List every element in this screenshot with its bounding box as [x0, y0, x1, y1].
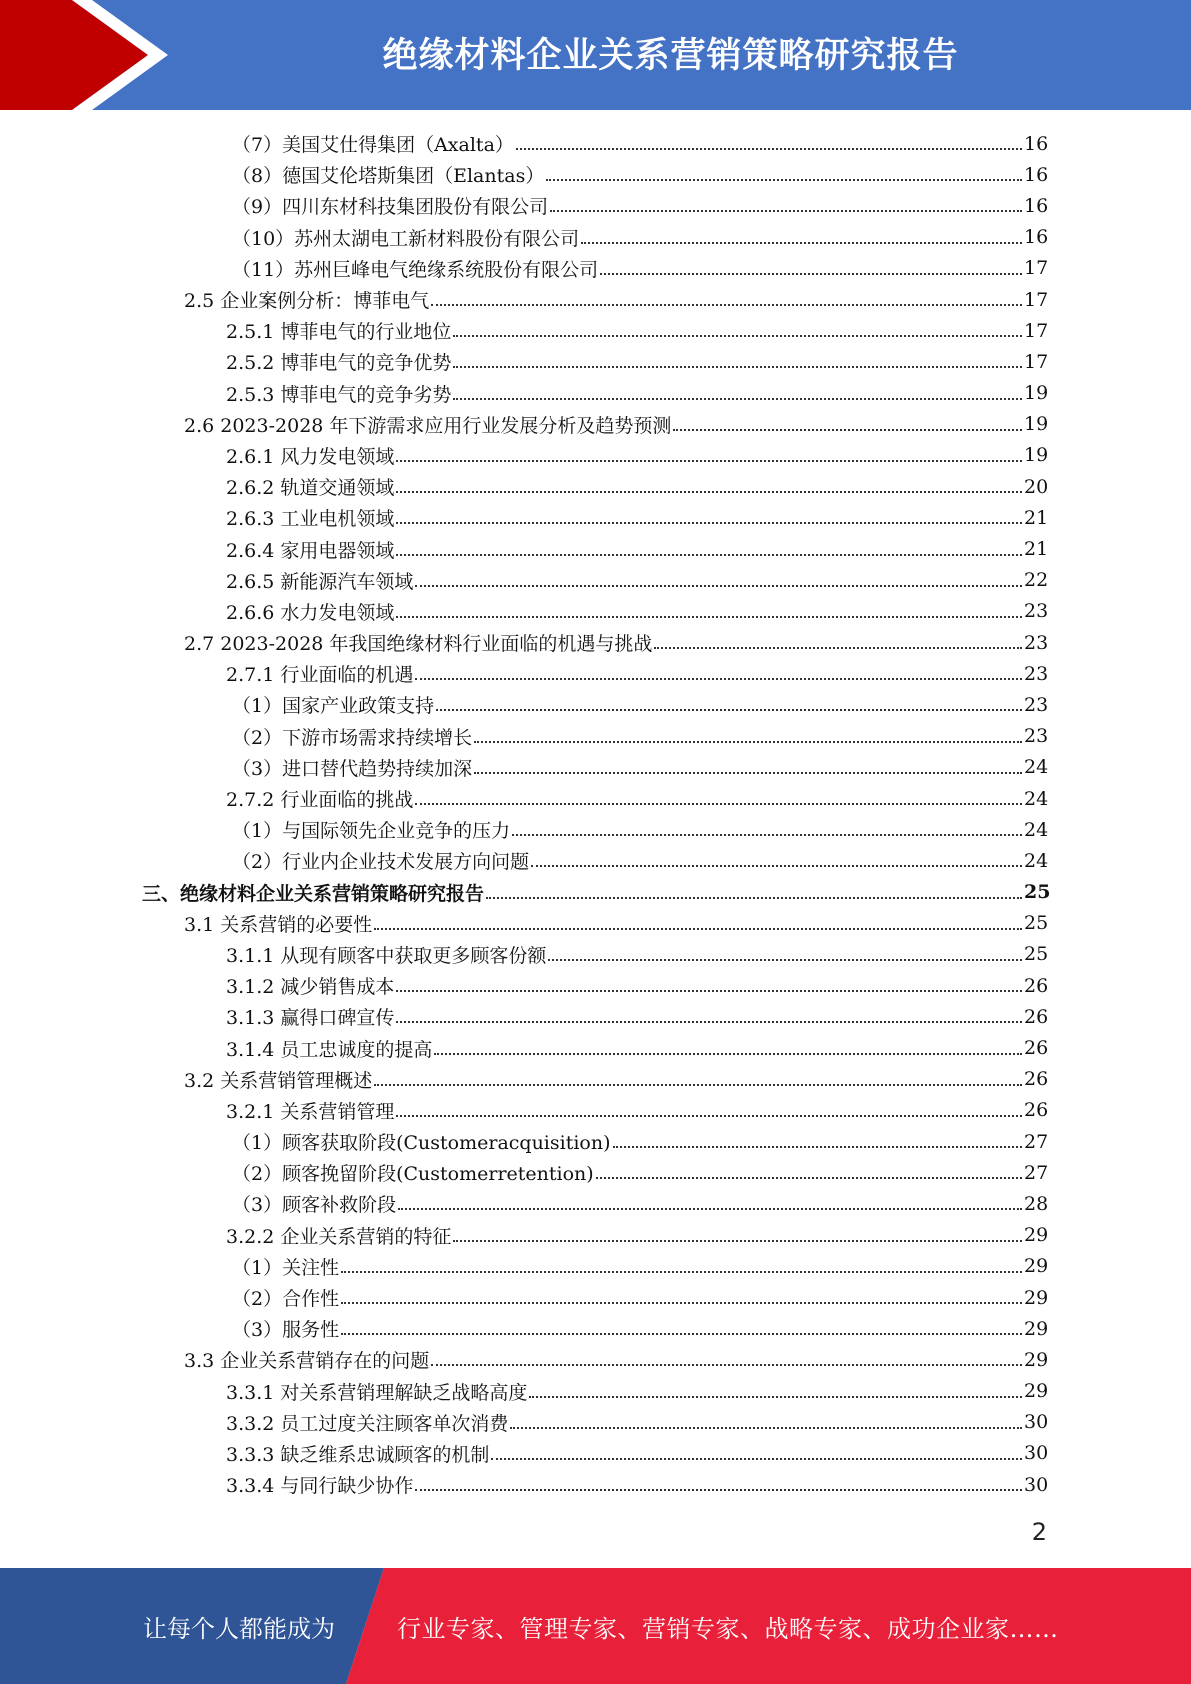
- toc-entry-label: （3）进口替代趋势持续加深: [232, 754, 472, 781]
- toc-entry-label: （3）服务性: [232, 1315, 339, 1342]
- toc-entry[interactable]: [0, 908, 1191, 939]
- toc-entry-label: 2.7.1 行业面临的机遇: [226, 660, 413, 687]
- toc-entry-label: 2.6.4 家用电器领域: [226, 536, 394, 563]
- toc-entry-label: 3.1.2 减少销售成本: [226, 972, 394, 999]
- toc-entry-label: （10）苏州太湖电工新材料股份有限公司: [232, 224, 579, 251]
- toc-entry-label: 2.7.2 行业面临的挑战: [226, 785, 413, 812]
- toc-entry-label: （2）行业内企业技术发展方向问题: [232, 847, 529, 874]
- toc-entry[interactable]: [0, 1064, 1191, 1095]
- toc-dot-leader: [341, 1252, 1022, 1273]
- toc-entry-page: 30: [1024, 1473, 1049, 1496]
- toc-entry-page: 16: [1024, 132, 1049, 155]
- toc-dot-leader: [341, 1314, 1022, 1335]
- toc-dot-leader: [516, 129, 1022, 150]
- toc-entry-page: 16: [1024, 226, 1049, 249]
- toc-entry[interactable]: [0, 970, 1191, 1001]
- toc-entry[interactable]: [0, 253, 1191, 284]
- toc-entry-page: 30: [1024, 1411, 1049, 1434]
- toc-dot-leader: [436, 690, 1022, 711]
- toc-entry-page: 17: [1024, 319, 1049, 342]
- toc-dot-leader: [512, 815, 1022, 836]
- toc-dot-leader: [396, 441, 1022, 462]
- toc-dot-leader: [398, 1189, 1022, 1210]
- toc-entry-page: 26: [1024, 1037, 1049, 1060]
- document-title: 绝缘材料企业关系营销策略研究报告: [382, 35, 959, 76]
- toc-dot-leader: [434, 1034, 1022, 1055]
- toc-entry-label: 三、绝缘材料企业关系营销策略研究报告: [142, 879, 484, 906]
- toc-entry[interactable]: [0, 1376, 1191, 1407]
- footer-slogan-right: 行业专家、管理专家、营销专家、战略专家、成功企业家……: [397, 1614, 1059, 1643]
- toc-entry[interactable]: [0, 190, 1191, 221]
- toc-entry-page: 21: [1024, 506, 1049, 529]
- table-of-contents: [0, 128, 1191, 1500]
- toc-entry[interactable]: [0, 877, 1191, 908]
- toc-entry[interactable]: [0, 471, 1191, 502]
- toc-entry-page: 29: [1024, 1224, 1049, 1247]
- toc-entry-page: 29: [1024, 1348, 1049, 1371]
- toc-entry-label: 3.2 关系营销管理概述: [184, 1066, 372, 1093]
- toc-dot-leader: [453, 347, 1022, 368]
- toc-entry-page: 20: [1024, 475, 1049, 498]
- toc-entry-label: （2）顾客挽留阶段(Customerretention): [232, 1159, 594, 1186]
- toc-dot-leader: [415, 659, 1022, 680]
- toc-entry-page: 27: [1024, 1130, 1049, 1153]
- toc-dot-leader: [673, 410, 1022, 431]
- toc-entry-page: 29: [1024, 1317, 1049, 1340]
- toc-entry-label: 3.1.1 从现有顾客中获取更多顾客份额: [226, 941, 546, 968]
- toc-entry-label: 2.6.6 水力发电领域: [226, 598, 394, 625]
- toc-entry-label: 3.3.4 与同行缺少协作: [226, 1471, 413, 1498]
- toc-entry[interactable]: [0, 502, 1191, 533]
- toc-entry-label: （8）德国艾伦塔斯集团（Elantas）: [232, 161, 544, 188]
- toc-entry-label: 3.3.2 员工过度关注顾客单次消费: [226, 1409, 508, 1436]
- toc-dot-leader: [374, 909, 1022, 930]
- toc-entry-label: 2.6.5 新能源汽车领域: [226, 567, 413, 594]
- toc-entry[interactable]: [0, 1282, 1191, 1313]
- toc-entry-label: 3.3.1 对关系营销理解缺乏战略高度: [226, 1378, 527, 1405]
- toc-entry-page: 26: [1024, 1005, 1049, 1028]
- toc-entry-page: 24: [1024, 849, 1049, 872]
- toc-entry[interactable]: [0, 689, 1191, 720]
- toc-entry-label: 3.1.4 员工忠诚度的提高: [226, 1035, 432, 1062]
- toc-entry-label: （2）下游市场需求持续增长: [232, 723, 472, 750]
- toc-entry-page: 22: [1024, 569, 1049, 592]
- toc-dot-leader: [548, 940, 1022, 961]
- toc-entry-label: 2.6 2023-2028 年下游需求应用行业发展分析及趋势预测: [184, 411, 671, 438]
- toc-entry-page: 24: [1024, 818, 1049, 841]
- toc-entry[interactable]: [0, 596, 1191, 627]
- toc-entry-label: （1）与国际领先企业竞争的压力: [232, 816, 510, 843]
- toc-dot-leader: [396, 503, 1022, 524]
- toc-dot-leader: [453, 316, 1022, 337]
- toc-dot-leader: [581, 223, 1022, 244]
- toc-entry[interactable]: [0, 533, 1191, 564]
- toc-entry[interactable]: [0, 1157, 1191, 1188]
- toc-entry[interactable]: [0, 1469, 1191, 1500]
- toc-entry[interactable]: [0, 1032, 1191, 1063]
- toc-entry[interactable]: [0, 1126, 1191, 1157]
- toc-entry-page: 30: [1024, 1442, 1049, 1465]
- toc-entry-label: 2.6.2 轨道交通领域: [226, 473, 394, 500]
- toc-entry[interactable]: [0, 346, 1191, 377]
- toc-entry-page: 25: [1024, 943, 1049, 966]
- toc-dot-leader: [396, 472, 1022, 493]
- page-number: 2: [1031, 1518, 1047, 1546]
- toc-entry-page: 28: [1024, 1192, 1049, 1215]
- toc-entry[interactable]: [0, 1095, 1191, 1126]
- toc-dot-leader: [374, 1065, 1022, 1086]
- toc-entry-page: 26: [1024, 1068, 1049, 1091]
- toc-entry[interactable]: [0, 128, 1191, 159]
- toc-dot-leader: [474, 722, 1022, 743]
- toc-entry-page: 29: [1024, 1380, 1049, 1403]
- toc-dot-leader: [396, 597, 1022, 618]
- toc-entry-page: 17: [1024, 257, 1049, 280]
- toc-entry[interactable]: [0, 814, 1191, 845]
- toc-entry[interactable]: [0, 1313, 1191, 1344]
- toc-entry[interactable]: [0, 658, 1191, 689]
- toc-dot-leader: [396, 1002, 1022, 1023]
- toc-dot-leader: [474, 753, 1022, 774]
- toc-dot-leader: [546, 160, 1022, 181]
- toc-entry-label: （1）顾客获取阶段(Customeracquisition): [232, 1128, 611, 1155]
- toc-entry-page: 25: [1024, 881, 1051, 904]
- toc-entry[interactable]: [0, 1220, 1191, 1251]
- toc-dot-leader: [415, 566, 1022, 587]
- toc-entry-label: （9）四川东材科技集团股份有限公司: [232, 192, 548, 219]
- toc-entry-label: 3.3 企业关系营销存在的问题: [184, 1346, 429, 1373]
- toc-dot-leader: [415, 784, 1022, 805]
- toc-entry-label: 2.7 2023-2028 年我国绝缘材料行业面临的机遇与挑战: [184, 629, 652, 656]
- toc-entry-page: 23: [1024, 725, 1049, 748]
- toc-entry-label: 3.3.3 缺乏维系忠诚顾客的机制: [226, 1440, 489, 1467]
- toc-entry-label: （3）顾客补救阶段: [232, 1190, 396, 1217]
- toc-entry-label: 3.1.3 赢得口碑宣传: [226, 1003, 394, 1030]
- toc-dot-leader: [510, 1408, 1022, 1429]
- toc-entry-page: 23: [1024, 693, 1049, 716]
- toc-entry-page: 24: [1024, 787, 1049, 810]
- toc-entry-label: （2）合作性: [232, 1284, 339, 1311]
- toc-entry[interactable]: [0, 1438, 1191, 1469]
- toc-entry-page: 27: [1024, 1161, 1049, 1184]
- toc-entry-page: 25: [1024, 912, 1049, 935]
- toc-entry-label: 2.6.3 工业电机领域: [226, 504, 394, 531]
- toc-entry[interactable]: [0, 721, 1191, 752]
- toc-entry[interactable]: [0, 159, 1191, 190]
- toc-entry[interactable]: [0, 845, 1191, 876]
- toc-entry-page: 16: [1024, 194, 1049, 217]
- toc-dot-leader: [486, 878, 1022, 899]
- footer-slogan-left: 让每个人都能成为: [143, 1614, 335, 1643]
- toc-entry-label: 3.2.1 关系营销管理: [226, 1097, 394, 1124]
- toc-entry[interactable]: [0, 939, 1191, 970]
- toc-entry-label: 2.5.1 博菲电气的行业地位: [226, 317, 451, 344]
- toc-entry[interactable]: [0, 378, 1191, 409]
- toc-entry-page: 21: [1024, 538, 1049, 561]
- toc-entry-label: 3.1 关系营销的必要性: [184, 910, 372, 937]
- toc-entry[interactable]: [0, 752, 1191, 783]
- toc-entry-page: 23: [1024, 631, 1049, 654]
- toc-dot-leader: [415, 1470, 1022, 1491]
- toc-entry[interactable]: [0, 1001, 1191, 1032]
- toc-dot-leader: [453, 379, 1022, 400]
- toc-entry[interactable]: [0, 783, 1191, 814]
- toc-dot-leader: [654, 628, 1022, 649]
- toc-entry-page: 16: [1024, 163, 1049, 186]
- toc-dot-leader: [550, 191, 1022, 212]
- toc-dot-leader: [531, 846, 1022, 867]
- toc-entry-page: 19: [1024, 444, 1049, 467]
- toc-entry[interactable]: [0, 565, 1191, 596]
- toc-dot-leader: [431, 285, 1022, 306]
- toc-dot-leader: [396, 1096, 1022, 1117]
- toc-entry[interactable]: [0, 440, 1191, 471]
- toc-entry-page: 17: [1024, 350, 1049, 373]
- toc-entry[interactable]: [0, 284, 1191, 315]
- page-footer: [0, 1568, 1191, 1684]
- toc-entry-label: （11）苏州巨峰电气绝缘系统股份有限公司: [232, 255, 598, 282]
- toc-dot-leader: [491, 1439, 1022, 1460]
- toc-entry-page: 19: [1024, 413, 1049, 436]
- toc-entry-page: 26: [1024, 974, 1049, 997]
- toc-entry-page: 17: [1024, 288, 1049, 311]
- toc-entry[interactable]: [0, 222, 1191, 253]
- toc-dot-leader: [453, 1221, 1022, 1242]
- toc-entry[interactable]: [0, 1407, 1191, 1438]
- toc-dot-leader: [596, 1158, 1022, 1179]
- toc-entry-page: 26: [1024, 1099, 1049, 1122]
- toc-entry-page: 23: [1024, 662, 1049, 685]
- toc-dot-leader: [341, 1283, 1022, 1304]
- toc-entry[interactable]: [0, 1344, 1191, 1375]
- toc-entry-label: （1）关注性: [232, 1253, 339, 1280]
- toc-entry[interactable]: [0, 409, 1191, 440]
- toc-entry[interactable]: [0, 1188, 1191, 1219]
- toc-dot-leader: [396, 971, 1022, 992]
- toc-entry-label: 2.5.2 博菲电气的竞争优势: [226, 348, 451, 375]
- toc-entry-label: 2.5 企业案例分析：博菲电气: [184, 286, 429, 313]
- toc-entry-page: 23: [1024, 600, 1049, 623]
- toc-entry-label: 2.5.3 博菲电气的竞争劣势: [226, 380, 451, 407]
- page-header: [0, 0, 1191, 110]
- toc-entry-label: 3.2.2 企业关系营销的特征: [226, 1222, 451, 1249]
- toc-dot-leader: [431, 1345, 1022, 1366]
- toc-entry[interactable]: [0, 1251, 1191, 1282]
- toc-entry-page: 29: [1024, 1286, 1049, 1309]
- toc-entry[interactable]: [0, 315, 1191, 346]
- toc-dot-leader: [600, 254, 1022, 275]
- toc-entry-label: 2.6.1 风力发电领域: [226, 442, 394, 469]
- toc-entry-label: （7）美国艾仕得集团（Axalta）: [232, 130, 514, 157]
- toc-entry-page: 24: [1024, 756, 1049, 779]
- toc-dot-leader: [529, 1377, 1022, 1398]
- toc-entry-page: 19: [1024, 382, 1049, 405]
- toc-entry-label: （1）国家产业政策支持: [232, 691, 434, 718]
- toc-dot-leader: [396, 535, 1022, 556]
- toc-entry[interactable]: [0, 627, 1191, 658]
- toc-entry-page: 29: [1024, 1255, 1049, 1278]
- toc-dot-leader: [613, 1127, 1022, 1148]
